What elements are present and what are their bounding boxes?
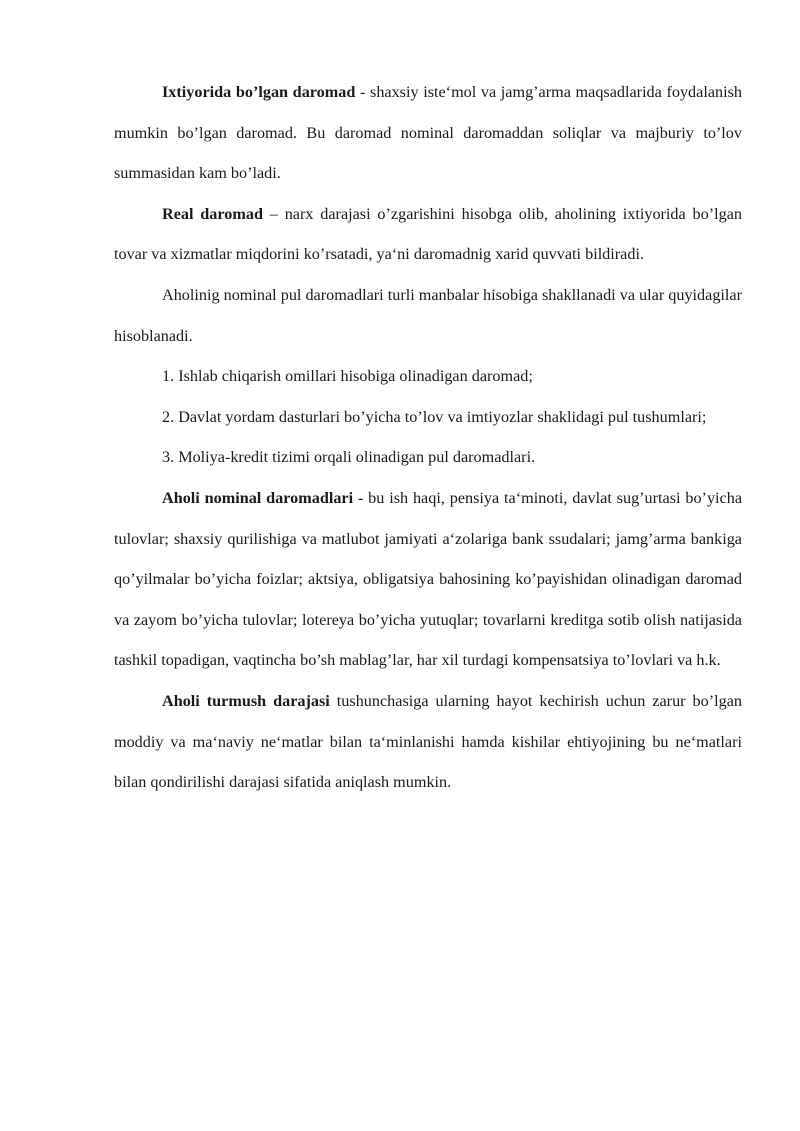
paragraph-nominal-income bbox=[114, 478, 742, 681]
list-item-text: 2. Davlat yordam dasturlari bo’yicha to’lov va imtiyozlar shaklidagi pul tushumlari; bbox=[162, 407, 707, 426]
paragraph-text: Aholinig nominal pul daromadlari turli manbalar hisobiga shakllanadi va ular quyidagilar hisoblanadi. bbox=[114, 285, 742, 345]
paragraph-text: - bu ish haqi, pensiya ta‘minoti, davlat sug’urtasi bo’yicha tulovlar; shaxsiy qurilishiga va matlubot jamiyati a‘zolariga bank ssudalari; jamg’arma bankiga qo’yilmalar bo’yicha foizlar; aktsiya, obligatsiya bahosining ko’payishidan olinadigan daromad va zayom bo’yicha tulovlar; lotereya bo’yicha yutuqlar; tovarlarni kreditga sotib olish natijasida tashkil topadigan, vaqtincha bo’sh mablag’lar, har xil turdagi kompensatsiya to’lovlari va h.k. bbox=[114, 488, 743, 670]
term-living-standard: Aholi turmush darajasi bbox=[162, 691, 330, 710]
paragraph-text: – narx darajasi o’zgarishini hisobga olib, aholining ixtiyorida bo’lgan tovar va xizmatlar miqdorini ko’rsatadi, ya‘ni daromadnig xarid quvvati bildiradi. bbox=[114, 204, 742, 264]
list-item-text: 1. Ishlab chiqarish omillari hisobiga olinadigan daromad; bbox=[162, 367, 533, 386]
list-item-3 bbox=[114, 437, 742, 478]
term-disposable-income: Ixtiyorida bo’lgan daromad bbox=[162, 83, 356, 101]
list-item-2 bbox=[114, 397, 742, 438]
paragraph-text: - shaxsiy iste‘mol va jamg’arma maqsadlarida foydalanish mumkin bo’lgan daromad. Bu daromad nominal daromaddan soliqlar va majburiy to’lov summasidan kam bo’ladi. bbox=[114, 83, 742, 183]
paragraph-disposable-income bbox=[114, 72, 742, 194]
list-item-text: 3. Moliya-kredit tizimi orqali olinadigan pul daromadlari. bbox=[162, 448, 536, 467]
term-nominal-income: Aholi nominal daromadlari bbox=[162, 488, 354, 507]
paragraph-living-standard bbox=[114, 681, 742, 803]
document-page bbox=[114, 72, 742, 803]
term-real-income: Real daromad bbox=[162, 204, 263, 223]
paragraph-real-income bbox=[114, 194, 742, 275]
list-item-1 bbox=[114, 356, 742, 397]
paragraph-nominal-sources bbox=[114, 275, 742, 356]
paragraph-text: tushunchasiga ularning hayot kechirish uchun zarur bo’lgan moddiy va ma‘naviy ne‘matlar bilan ta‘minlanishi hamda kishilar ehtiyojining bu ne‘matlari bilan qondirilishi darajasi sifatida aniqlash mumkin. bbox=[114, 691, 742, 792]
